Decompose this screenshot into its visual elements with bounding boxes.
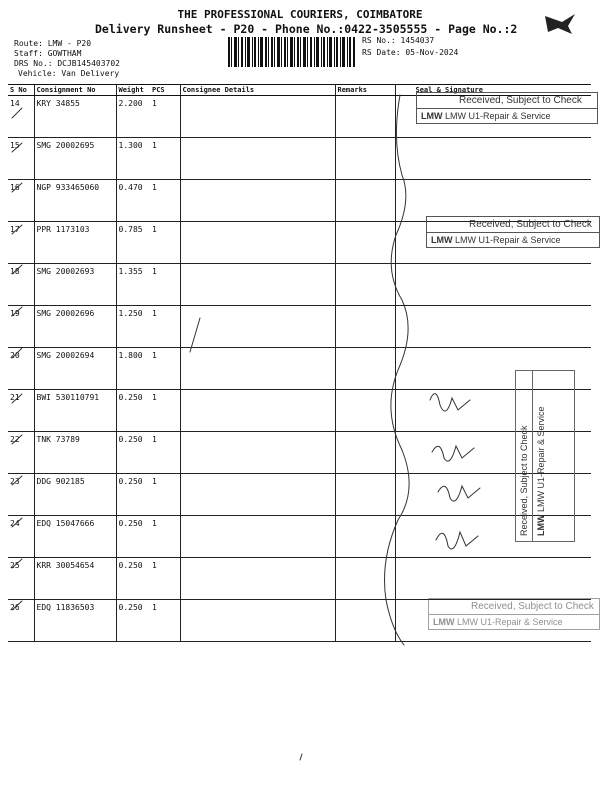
- cell-remarks: [335, 96, 395, 138]
- cell-sno: 15: [8, 138, 34, 180]
- cell-weight: 1.250: [116, 306, 150, 348]
- cell-weight: 1.800: [116, 348, 150, 390]
- cell-pcs: 1: [150, 474, 180, 516]
- cell-sno: 22: [8, 432, 34, 474]
- cell-remarks: [335, 558, 395, 600]
- cell-pcs: 1: [150, 264, 180, 306]
- cell-consignee: [180, 516, 335, 558]
- cell-consignee: [180, 222, 335, 264]
- cell-consignee: [180, 348, 335, 390]
- cell-consignee: [180, 432, 335, 474]
- cell-consignee: [180, 558, 335, 600]
- col-pcs: PCS: [150, 85, 180, 96]
- cell-consignee: [180, 600, 335, 642]
- table-row: [8, 306, 591, 348]
- cell-consignment: SMG 20002696: [34, 306, 116, 348]
- cell-consignment: EDQ 15047666: [34, 516, 116, 558]
- cell-consignment: KRR 30054654: [34, 558, 116, 600]
- col-weight: Weight: [116, 85, 150, 96]
- cell-pcs: 1: [150, 222, 180, 264]
- barcode-image: [228, 37, 355, 67]
- stamp-line2: LMW U1-Repair & Service: [457, 617, 563, 627]
- cell-consignment: SMG 20002695: [34, 138, 116, 180]
- cell-pcs: 1: [150, 432, 180, 474]
- cell-consignee: [180, 264, 335, 306]
- col-sno: S No: [8, 85, 34, 96]
- table-row: [8, 348, 591, 390]
- cell-consignment: SMG 20002693: [34, 264, 116, 306]
- cell-sno: 24: [8, 516, 34, 558]
- col-remarks: Remarks: [335, 85, 395, 96]
- received-stamp: [428, 598, 600, 630]
- cell-remarks: [335, 180, 395, 222]
- cell-signature: [395, 264, 591, 306]
- cell-sno: 25: [8, 558, 34, 600]
- staff-label: Staff: GOWTHAM: [14, 49, 82, 58]
- cell-pcs: 1: [150, 558, 180, 600]
- stamp-line1: Received, Subject to Check: [516, 371, 533, 541]
- received-stamp: [426, 216, 600, 248]
- runsheet-table: [8, 84, 591, 642]
- cell-weight: 2.200: [116, 96, 150, 138]
- col-consignment: Consignment No: [34, 85, 116, 96]
- cell-consignee: [180, 138, 335, 180]
- cell-consignment: DDG 902185: [34, 474, 116, 516]
- rs-date: RS Date: 05-Nov-2024: [362, 48, 459, 57]
- col-signature: Seal & Signature: [395, 85, 591, 96]
- cell-consignment: PPR 1173103: [34, 222, 116, 264]
- cell-weight: 0.250: [116, 432, 150, 474]
- cell-pcs: 1: [150, 138, 180, 180]
- cell-weight: 1.300: [116, 138, 150, 180]
- cell-consignee: [180, 390, 335, 432]
- cell-remarks: [335, 222, 395, 264]
- cell-sno: 19: [8, 306, 34, 348]
- cell-sno: 14: [8, 96, 34, 138]
- cell-consignee: [180, 96, 335, 138]
- cell-weight: 0.250: [116, 558, 150, 600]
- table-row: [8, 474, 591, 516]
- cell-signature: [395, 138, 591, 180]
- stamp-line2: LMW U1-Repair & Service: [445, 111, 551, 121]
- table-row: [8, 138, 591, 180]
- cell-remarks: [335, 432, 395, 474]
- cell-sno: 16: [8, 180, 34, 222]
- col-consignee: Consignee Details: [180, 85, 335, 96]
- cell-sno: 20: [8, 348, 34, 390]
- cell-remarks: [335, 600, 395, 642]
- cell-signature: [395, 558, 591, 600]
- cell-weight: 0.250: [116, 600, 150, 642]
- cell-sno: 17: [8, 222, 34, 264]
- stamp-logo: LMW: [433, 617, 455, 627]
- header-left: [14, 39, 120, 79]
- cell-sno: 18: [8, 264, 34, 306]
- cell-consignment: SMG 20002694: [34, 348, 116, 390]
- stroke-mark: [300, 754, 302, 760]
- route-label: Route: LMW - P20: [14, 39, 92, 48]
- vehicle-label: Vehicle: Van Delivery: [18, 69, 120, 78]
- rs-number: RS No.: 1454037: [362, 36, 435, 45]
- cell-consignment: KRY 34855: [34, 96, 116, 138]
- cell-consignee: [180, 180, 335, 222]
- cell-consignment: EDQ 11836503: [34, 600, 116, 642]
- cell-weight: 1.355: [116, 264, 150, 306]
- runsheet-title: Delivery Runsheet - P20 - Phone No.:0422-3505555 - Page No.:2: [95, 22, 518, 36]
- stamp-logo: LMW: [536, 514, 546, 536]
- cell-remarks: [335, 348, 395, 390]
- cell-pcs: 1: [150, 390, 180, 432]
- cell-weight: 0.785: [116, 222, 150, 264]
- table-row: [8, 432, 591, 474]
- stamp-line2: LMW U1-Repair & Service: [455, 235, 561, 245]
- cell-pcs: 1: [150, 306, 180, 348]
- cell-pcs: 1: [150, 180, 180, 222]
- cell-weight: 0.470: [116, 180, 150, 222]
- stamp-line2: LMW U1-Repair & Service: [536, 406, 546, 512]
- cell-sno: 26: [8, 600, 34, 642]
- cell-signature: [395, 306, 591, 348]
- cell-pcs: 1: [150, 516, 180, 558]
- cell-weight: 0.250: [116, 516, 150, 558]
- stamp-line1: Received, Subject to Check: [417, 93, 597, 109]
- cell-pcs: 1: [150, 600, 180, 642]
- cell-consignment: TNK 73789: [34, 432, 116, 474]
- cell-remarks: [335, 138, 395, 180]
- drs-label: DRS No.: DCJB145403702: [14, 59, 120, 68]
- header-right: [362, 36, 458, 58]
- cell-pcs: 1: [150, 96, 180, 138]
- cell-remarks: [335, 390, 395, 432]
- cell-weight: 0.250: [116, 474, 150, 516]
- cell-remarks: [335, 264, 395, 306]
- stamp-logo: LMW: [431, 235, 453, 245]
- stamp-logo: LMW: [421, 111, 443, 121]
- table-row: [8, 516, 591, 558]
- table-row: [8, 264, 591, 306]
- cell-remarks: [335, 474, 395, 516]
- cell-consignment: BWI 530110791: [34, 390, 116, 432]
- cell-pcs: 1: [150, 348, 180, 390]
- cell-sno: 21: [8, 390, 34, 432]
- company-title: THE PROFESSIONAL COURIERS, COIMBATORE: [177, 8, 423, 21]
- cell-remarks: [335, 306, 395, 348]
- cell-sno: 23: [8, 474, 34, 516]
- cell-consignee: [180, 306, 335, 348]
- cell-consignee: [180, 474, 335, 516]
- stamp-line1: Received, Subject to Check: [427, 217, 599, 233]
- cell-consignment: NGP 933465060: [34, 180, 116, 222]
- received-stamp: [416, 92, 598, 124]
- table-row: [8, 390, 591, 432]
- cell-remarks: [335, 516, 395, 558]
- table-row: [8, 558, 591, 600]
- cell-weight: 0.250: [116, 390, 150, 432]
- received-stamp-vertical: [515, 372, 575, 542]
- stamp-line1: Received, Subject to Check: [429, 599, 599, 615]
